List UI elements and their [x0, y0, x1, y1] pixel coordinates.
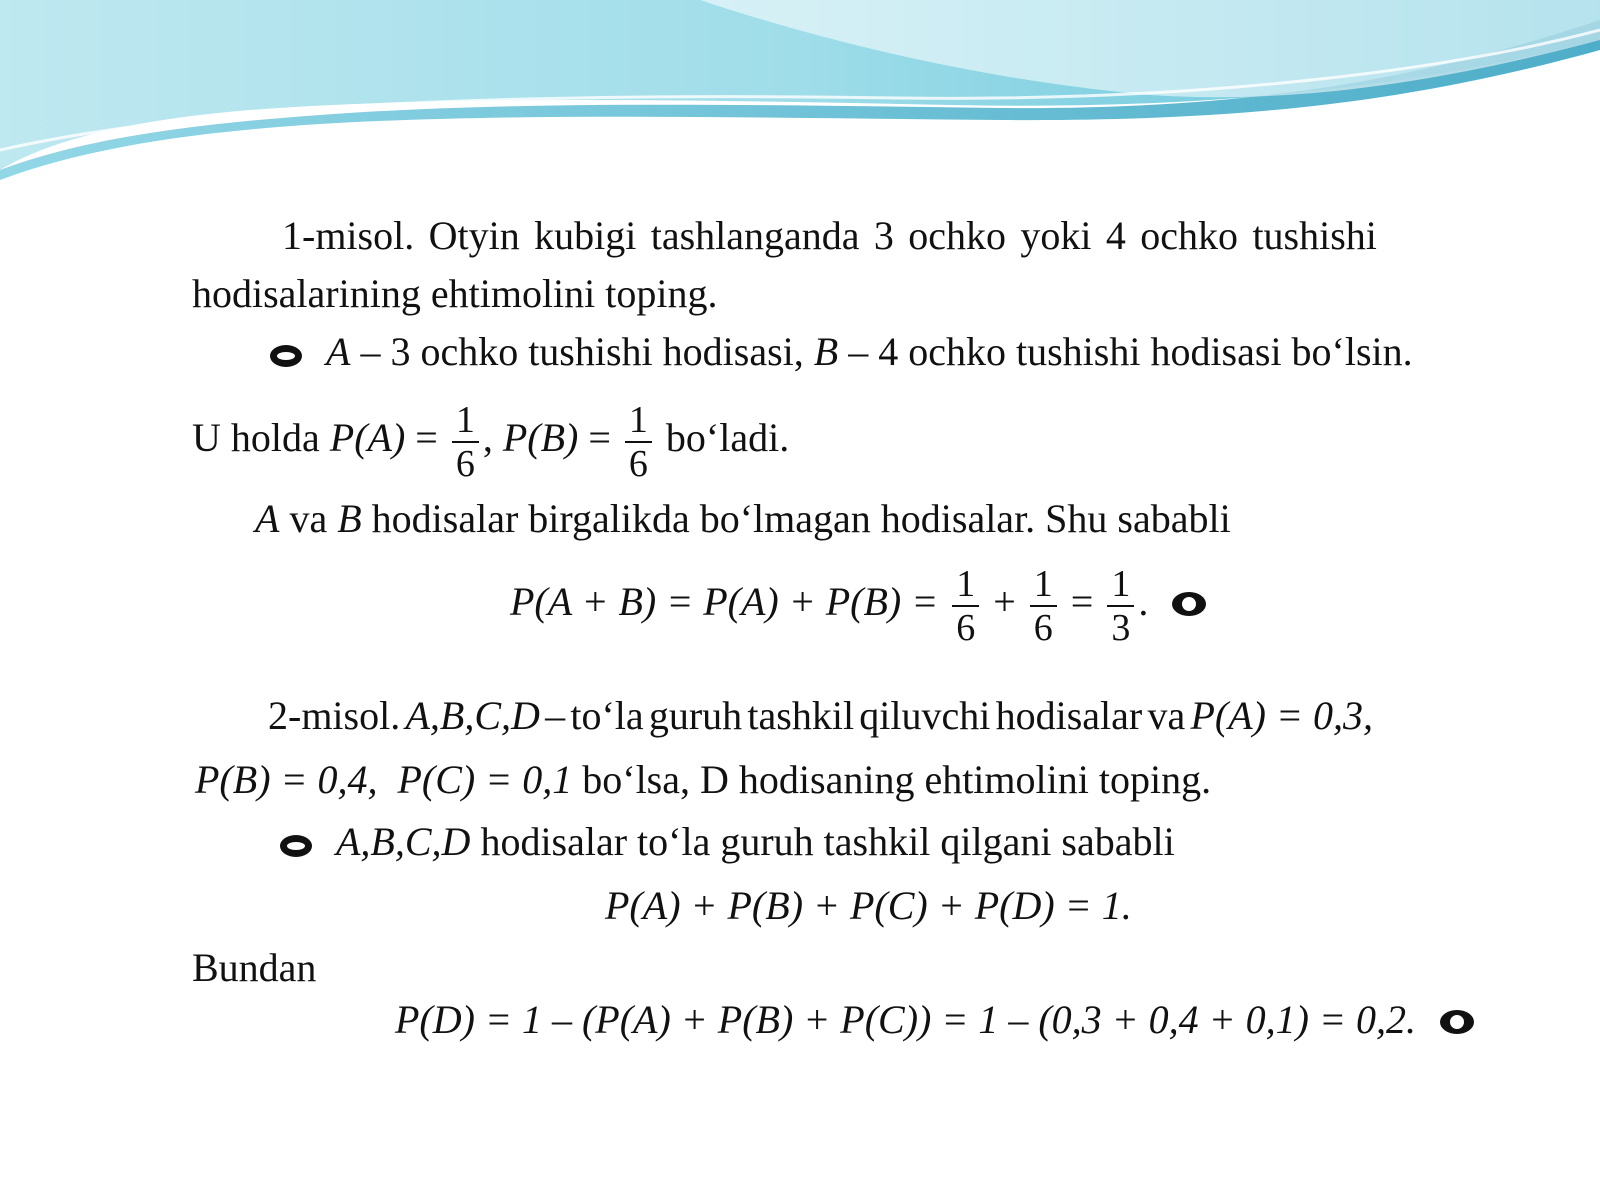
proof-start-icon [268, 343, 304, 369]
fraction-one-sixth: $\frac{1}{6}$ [452, 399, 479, 485]
example2-heading-line2: P(B) = 0,4, P(C) = 0,1 bo‘lsa, D hodisaning ehtimolini toping. [195, 757, 1212, 802]
example2-bundan: Bundan [192, 945, 317, 990]
example2-word: hodisalar [995, 693, 1143, 738]
example1-word: 3 [873, 213, 894, 258]
example2-formula2: P(D) = 1 – (P(A) + P(B) + P(C)) = 1 – (0,3 + 0,4 + 0,1) = 0,2. [395, 996, 1476, 1048]
example2-word: va [1147, 693, 1186, 738]
proof-start-icon [278, 833, 314, 859]
example2-formula1: P(A) + P(B) + P(C) + P(D) = 1. [605, 883, 1132, 928]
example1-heading-line2: hodisalarining ehtimolini toping. [192, 271, 718, 316]
example2-word: guruh [648, 693, 743, 738]
example1-word: Otyin [428, 213, 520, 258]
example1-solution-line: A – 3 ochko tushishi hodisasi, B – 4 ochko tushishi hodisasi bo‘lsin. [268, 328, 1413, 376]
example2-word: tashkil [747, 693, 855, 738]
example1-formula: P(A + B) = P(A) + P(B) = $\frac{1}{6}$ + $\frac{1}{6}$ = $\frac{1}{3}$ . [510, 552, 1208, 656]
proof-end-icon [1170, 556, 1208, 656]
example1-probabilities-line: U holda P(A) = $\frac{1}{6}$ , P(B) = $\frac{1}{6}$ bo‘ladi. [192, 398, 790, 485]
example2-solution-line: A,B,C,D hodisalar to‘la guruh tashkil qilgani sababli [278, 818, 1175, 866]
example2-word: qiluvchi [859, 693, 991, 738]
example1-word: tushishi [1252, 213, 1377, 258]
example2-word: P(A) = 0,3, [1190, 693, 1373, 738]
example2-word: 2-misol. [268, 693, 401, 738]
example1-heading-line [282, 212, 1377, 260]
example2-heading-line [268, 692, 1373, 740]
example2-word: to‘la [570, 693, 644, 738]
example2-word: A,B,C,D [405, 693, 540, 738]
example1-reason-line: A va B hodisalar birgalikda bo‘lmagan hodisalar. Shu sababli [255, 496, 1231, 541]
fraction-one-sixth: $\frac{1}{6}$ [625, 399, 652, 485]
example1-word: yoki [1020, 213, 1092, 258]
example1-word: tashlanganda [650, 213, 860, 258]
example1-word: kubigi [534, 213, 637, 258]
example1-word: 1-misol. [282, 213, 415, 258]
example1-word: ochko [1140, 213, 1239, 258]
example1-word: ochko [908, 213, 1007, 258]
example1-word: 4 [1105, 213, 1126, 258]
proof-end-icon [1438, 1000, 1476, 1048]
example2-word: – [545, 693, 566, 738]
